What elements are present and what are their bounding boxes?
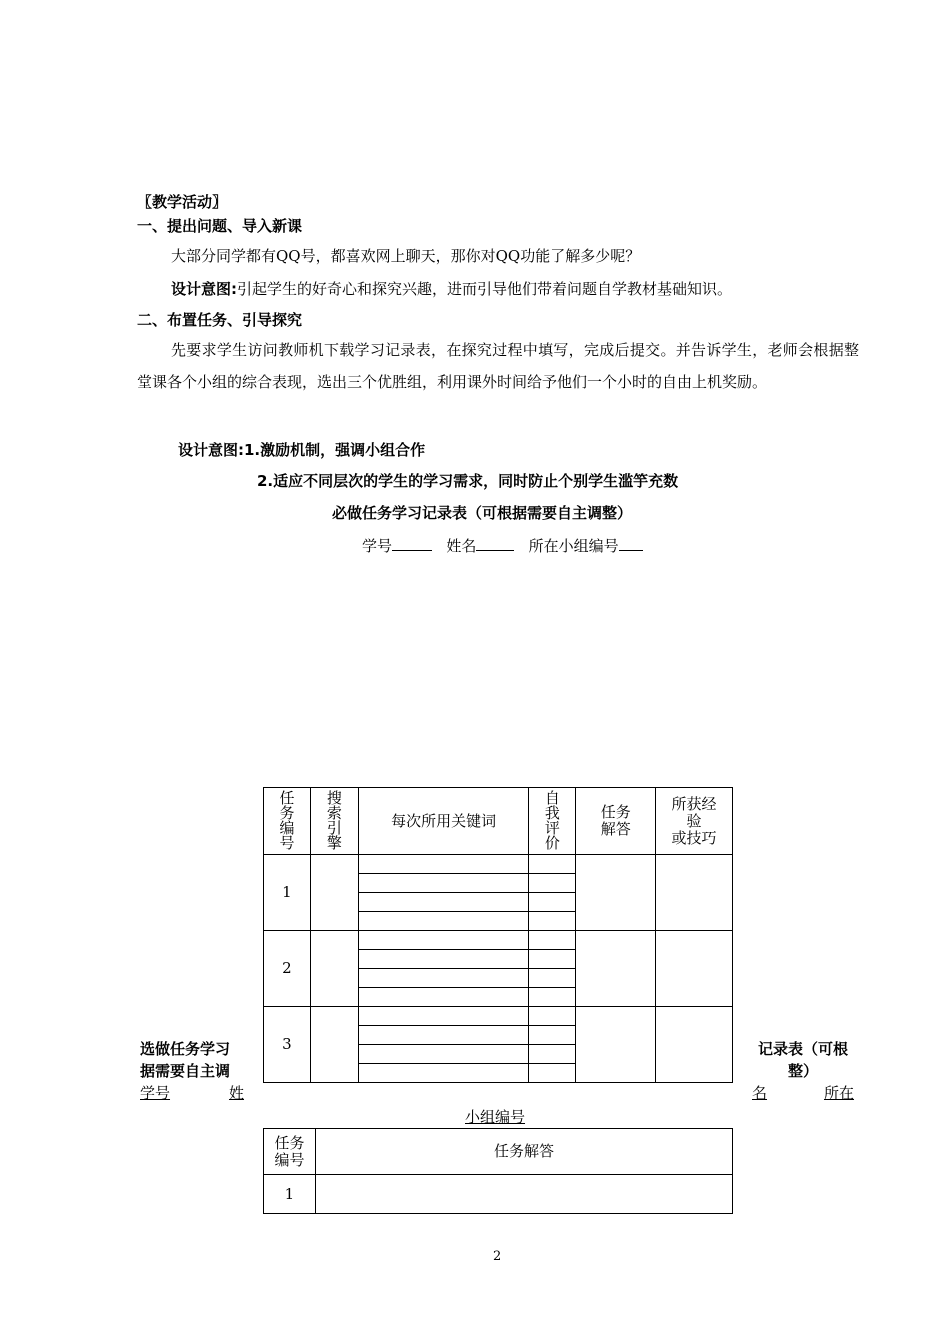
header-task-answer: 任务解答 [315, 1129, 732, 1175]
evaluation-cell[interactable] [529, 1045, 576, 1064]
evaluation-cell[interactable] [529, 893, 576, 912]
optional-task-table [263, 1128, 733, 1214]
evaluation-cell[interactable] [529, 1026, 576, 1045]
evaluation-cell[interactable] [529, 931, 576, 950]
experience-cell[interactable] [656, 931, 733, 1007]
group-number-label: 所在小组编号 [528, 537, 619, 555]
keyword-cell[interactable] [358, 931, 529, 950]
evaluation-cell[interactable] [529, 969, 576, 988]
table-header-row [264, 788, 733, 855]
table-row [264, 931, 733, 950]
task-id-cell: 1 [264, 855, 311, 931]
answer-cell[interactable] [576, 1007, 656, 1083]
required-task-table [263, 787, 733, 1083]
design-intent-text: 引起学生的好奇心和探究兴趣，进而引导他们带着问题自学教材基础知识。 [237, 280, 733, 298]
keyword-cell[interactable] [358, 1007, 529, 1026]
keyword-cell[interactable] [358, 912, 529, 931]
section-title: 〖教学活动〗 [137, 193, 228, 211]
optional-title-left: 选做任务学习 据需要自主调 学号 姓 [140, 1040, 244, 1102]
evaluation-cell[interactable] [529, 912, 576, 931]
paragraph-tasks: 先要求学生访问教师机下载学习记录表，在探究过程中填写，完成后提交。并告诉学生，老师会根据整堂课各个小组的综合表现，选出三个优胜组，利用课外时间给予他们一个小时的自由上机奖励。 [137, 341, 859, 391]
answer-cell[interactable] [576, 931, 656, 1007]
keyword-cell[interactable] [358, 969, 529, 988]
keyword-cell[interactable] [358, 988, 529, 1007]
required-table-title: 必做任务学习记录表（可根据需要自主调整） [332, 504, 633, 522]
header-task-id: 任务 编号 [264, 1129, 316, 1175]
header-self-evaluation: 自我评价 [529, 788, 576, 855]
design-intent-2-line2: 2.适应不同层次的学生的学习需求，同时防止个别学生滥竽充数 [257, 472, 679, 490]
group-number-blank[interactable] [619, 535, 643, 551]
keyword-cell[interactable] [358, 950, 529, 969]
keyword-cell[interactable] [358, 874, 529, 893]
keyword-cell[interactable] [358, 855, 529, 874]
answer-cell[interactable] [315, 1175, 732, 1214]
student-info-line [362, 535, 643, 556]
student-id-blank[interactable] [392, 535, 432, 551]
experience-cell[interactable] [656, 855, 733, 931]
design-intent-label: 设计意图: [171, 280, 237, 298]
student-id-label: 学号 [362, 537, 393, 555]
evaluation-cell[interactable] [529, 950, 576, 969]
table-header-row [264, 1129, 733, 1175]
search-engine-cell[interactable] [310, 1007, 358, 1083]
paragraph-intro: 大部分同学都有QQ号，都喜欢网上聊天，那你对QQ功能了解多少呢？ [171, 247, 641, 265]
header-experience: 所获经 验 或技巧 [656, 788, 733, 855]
table-row [264, 855, 733, 874]
task-id-cell: 2 [264, 931, 311, 1007]
evaluation-cell[interactable] [529, 1064, 576, 1083]
table-row [264, 1175, 733, 1214]
header-keywords: 每次所用关键词 [358, 788, 529, 855]
heading-introduce: 一、提出问题、导入新课 [137, 217, 303, 235]
heading-tasks: 二、布置任务、引导探究 [137, 311, 303, 329]
table-row [264, 1007, 733, 1026]
evaluation-cell[interactable] [529, 874, 576, 893]
keyword-cell[interactable] [358, 1064, 529, 1083]
evaluation-cell[interactable] [529, 988, 576, 1007]
optional-group-number: 小组编号 [465, 1108, 526, 1126]
student-name-blank[interactable] [476, 535, 514, 551]
header-task-answer: 任务 解答 [576, 788, 656, 855]
answer-cell[interactable] [576, 855, 656, 931]
keyword-cell[interactable] [358, 893, 529, 912]
header-search-engine: 搜索引擎 [310, 788, 358, 855]
optional-title-right: 记录表（可根 整） 名 所在 [752, 1040, 854, 1102]
search-engine-cell[interactable] [310, 855, 358, 931]
header-task-id: 任务编号 [264, 788, 311, 855]
task-id-cell: 1 [264, 1175, 316, 1214]
design-intent-1 [171, 279, 732, 299]
page-number: 2 [493, 1249, 502, 1264]
search-engine-cell[interactable] [310, 931, 358, 1007]
evaluation-cell[interactable] [529, 1007, 576, 1026]
student-name-label: 姓名 [446, 537, 477, 555]
design-intent-2-line1: 设计意图:1.激励机制，强调小组合作 [178, 441, 426, 459]
experience-cell[interactable] [656, 1007, 733, 1083]
keyword-cell[interactable] [358, 1045, 529, 1064]
evaluation-cell[interactable] [529, 855, 576, 874]
keyword-cell[interactable] [358, 1026, 529, 1045]
task-id-cell: 3 [264, 1007, 311, 1083]
